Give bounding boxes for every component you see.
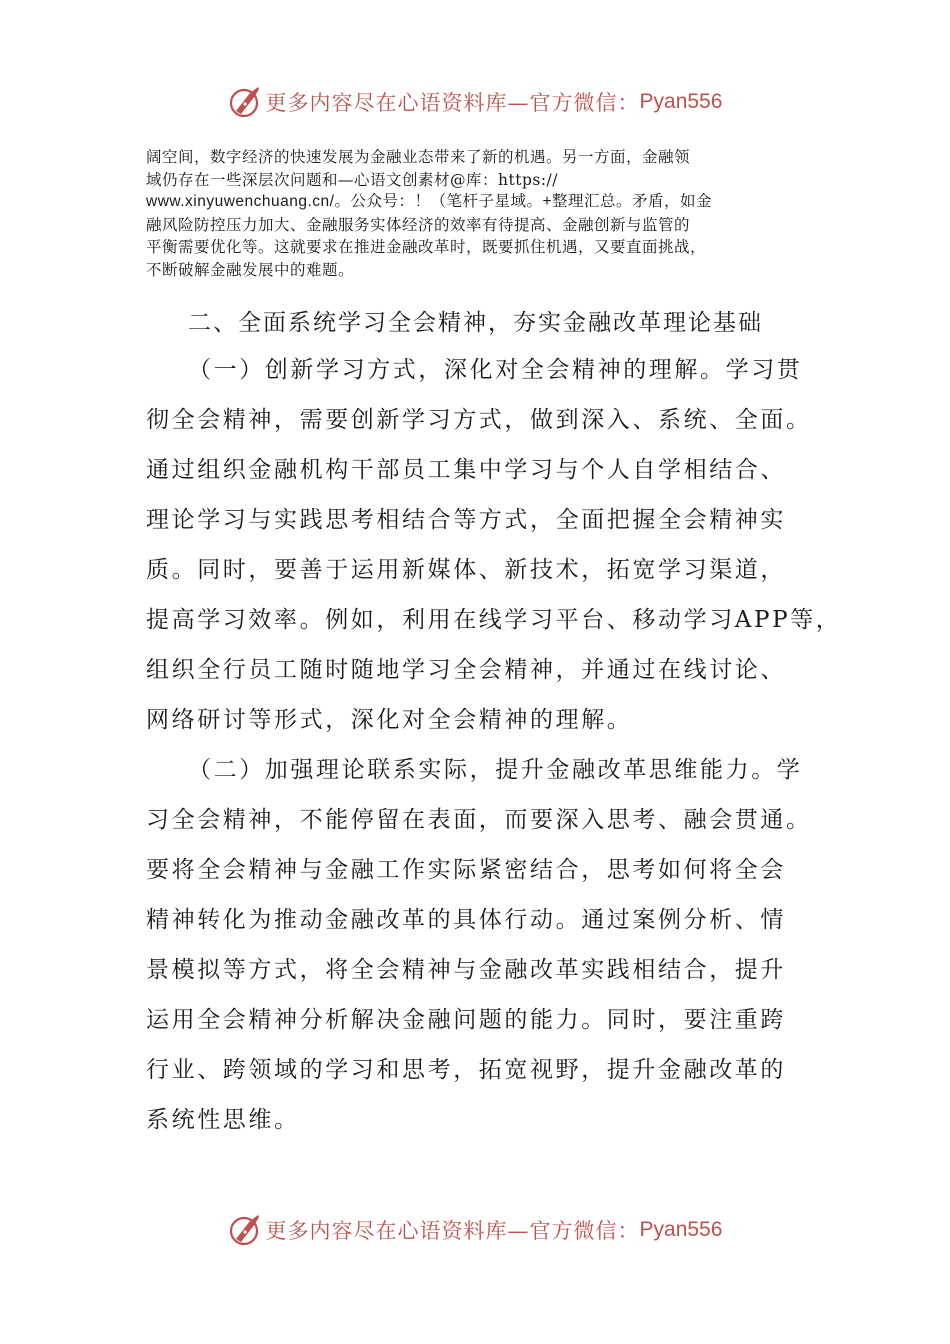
text-line: 网络研讨等形式，深化对全会精神的理解。 bbox=[146, 707, 633, 733]
banner-wechat-id: Pyan556 bbox=[639, 90, 723, 113]
text-line: 提高学习效率。例如，利用在线学习平台、移动学习APP等， bbox=[146, 607, 842, 633]
text-line: 行业、跨领域的学习和思考，拓宽视野，提升金融改革的 bbox=[146, 1057, 786, 1083]
intro-continuation bbox=[146, 146, 811, 281]
text-line: 运用全会精神分析解决金融问题的能力。同时，要注重跨 bbox=[146, 1007, 786, 1033]
text-line: 阔空间，数字经济的快速发展为金融业态带来了新的机遇。另一方面，金融领 bbox=[146, 148, 691, 166]
text-line: 融风险防控压力加大、金融服务实体经济的效率有待提高、金融创新与监管的 bbox=[146, 215, 691, 234]
text-line: www.xinyuwenchuang.cn/。公众号：！（笔杆子星域。+整理汇总。矛盾，如金 bbox=[146, 193, 713, 210]
text-line: 质。同时，要善于运用新媒体、新技术，拓宽学习渠道， bbox=[146, 557, 786, 583]
text-line: 组织全行员工随时随地学习全会精神，并通过在线讨论、 bbox=[146, 657, 786, 683]
header-banner bbox=[0, 82, 950, 122]
pen-nib-logo-icon bbox=[228, 85, 262, 119]
text-line: 景模拟等方式，将全会精神与金融改革实践相结合，提升 bbox=[146, 957, 786, 983]
text-line: 要将全会精神与金融工作实际紧密结合，思考如何将全会 bbox=[146, 857, 786, 883]
text-line: （一）创新学习方式，深化对全会精神的理解。学习贯 bbox=[188, 357, 803, 383]
text-line: 系统性思维。 bbox=[146, 1107, 300, 1133]
banner-text: 更多内容尽在心语资料库—官方微信： bbox=[265, 1219, 640, 1243]
text-line: （二）加强理论联系实际，提升金融改革思维能力。学 bbox=[188, 757, 803, 783]
text-line: 彻全会精神，需要创新学习方式，做到深入、系统、全面。 bbox=[146, 407, 812, 433]
paragraph-1 bbox=[146, 345, 846, 745]
text-line: 域仍存在一些深层次问题和—心语文创素材@库：https:// bbox=[146, 170, 558, 189]
banner-wechat-id: Pyan556 bbox=[639, 1218, 723, 1241]
banner-text: 更多内容尽在心语资料库—官方微信： bbox=[265, 91, 640, 115]
paragraph-2 bbox=[146, 745, 846, 1145]
text-line: 不断破解金融发展中的难题。 bbox=[146, 260, 355, 279]
text-line: 精神转化为推动金融改革的具体行动。通过案例分析、情 bbox=[146, 907, 786, 933]
pen-nib-logo-icon bbox=[228, 1213, 262, 1247]
text-line: 通过组织金融机构干部员工集中学习与个人自学相结合、 bbox=[146, 457, 786, 483]
text-line: 平衡需要优化等。这就要求在推进金融改革时，既要抓住机遇，又要直面挑战， bbox=[146, 238, 707, 256]
text-line: 理论学习与实践思考相结合等方式，全面把握全会精神实 bbox=[146, 507, 786, 533]
text-line: 习全会精神，不能停留在表面，而要深入思考、融会贯通。 bbox=[146, 807, 812, 833]
section-heading: 二、全面系统学习全会精神，夯实金融改革理论基础 bbox=[188, 310, 763, 336]
footer-banner bbox=[0, 1210, 950, 1250]
